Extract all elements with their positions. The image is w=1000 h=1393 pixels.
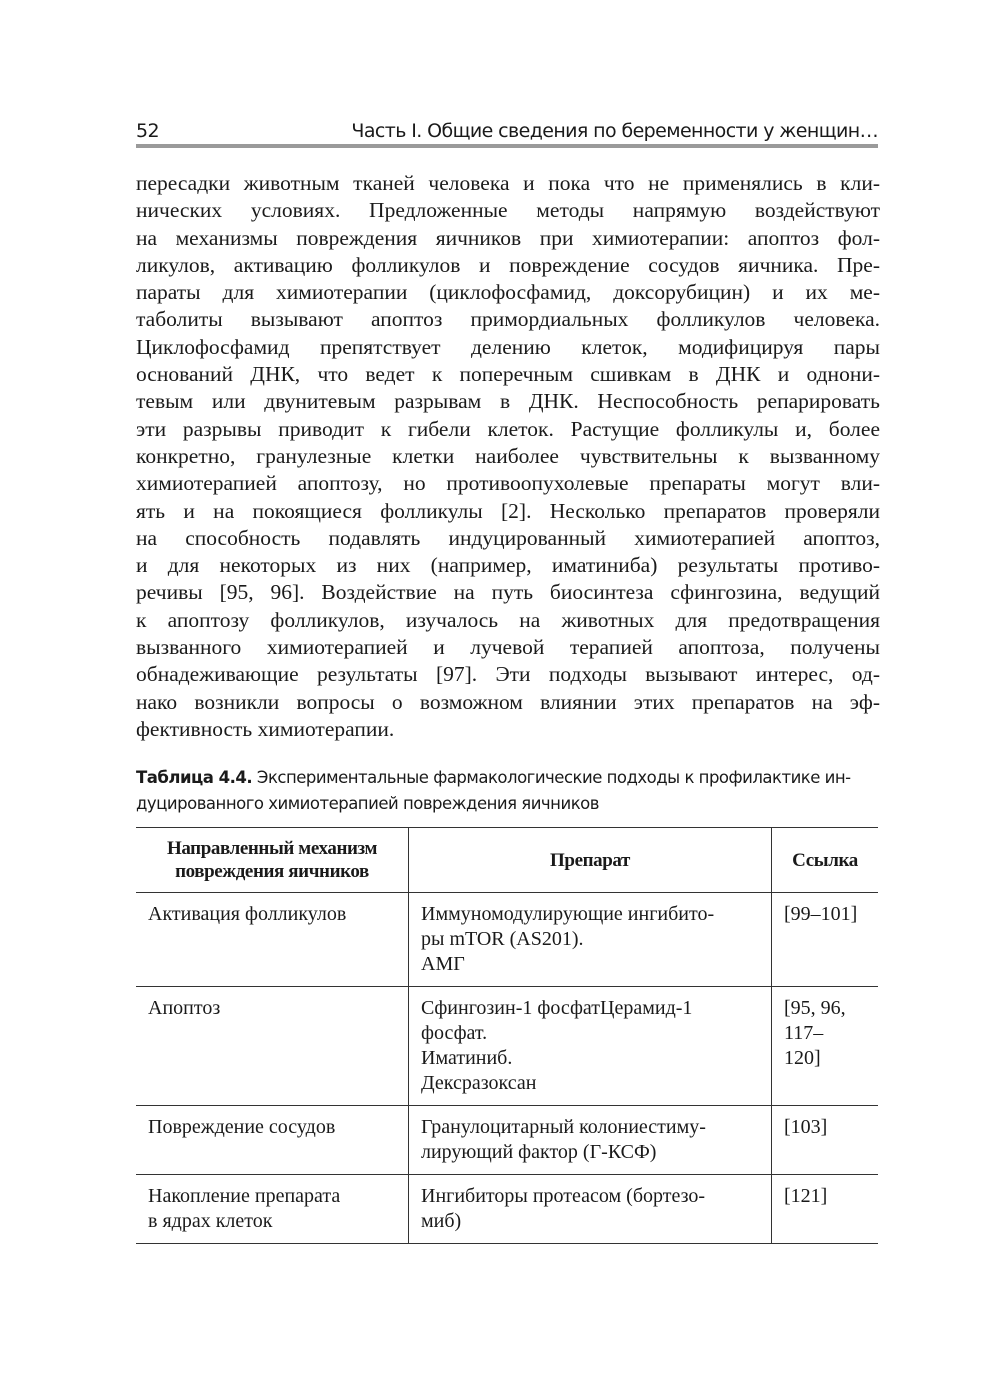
mechanism-cell [136,987,409,1106]
table-caption-line: Экспериментальные фармакологические подходы к профилактике ин- [256,768,851,787]
cell-line: [103] [784,1116,828,1138]
cell-line: [99–101] [784,903,858,925]
body-line: на способность подавлять индуцированный химиотерапией апоптоз, [136,525,880,550]
body-line: химиотерапией апоптозу, но противоопухолевые препараты могут вли- [136,471,880,496]
cell-line: фосфат. [421,1022,488,1044]
cell-line: Дексразоксан [421,1072,537,1094]
cell-line: Ссылка [792,849,858,871]
table-row [136,1175,878,1244]
cell-line: 117– [784,1022,824,1044]
table-caption [136,765,880,817]
body-line: параты для химиотерапии (циклофосфамид, доксорубицин) и их ме- [136,280,880,305]
cell-line: Иммуномодулирующие ингибито- [421,903,715,925]
body-line: к апоптозу фолликулов, изучалось на животных для предотвращения [136,607,880,632]
drug-cell [409,1175,772,1244]
cell-line: АМГ [421,953,465,975]
body-line: тевым или двунитевым разрывам в ДНК. Неспособность репарировать [136,389,880,414]
cell-line: Повреждение сосудов [148,1116,336,1138]
table-header-row [136,828,878,893]
cell-line: Активация фолликулов [148,903,347,925]
body-line: ликулов, активацию фолликулов и повреждение сосудов яичника. Пре- [136,252,880,277]
body-line: Циклофосфамид препятствует делению клеток, модифицируя пары [136,334,880,359]
body-line: ять и на покоящиеся фолликулы [2]. Несколько препаратов проверяли [136,498,880,523]
drug-cell [409,987,772,1106]
body-line: таболиты вызывают апоптоз примордиальных фолликулов человека. [136,307,880,332]
drug-cell [409,893,772,987]
body-line: оснований ДНК, что ведет к поперечным сшивкам в ДНК и однони- [136,362,880,387]
table-row [136,1106,878,1175]
table-row [136,893,878,987]
header-rule [136,144,878,148]
ref-cell [772,1175,879,1244]
cell-line: Накопление препарата [148,1185,341,1207]
cell-line: Иматиниб. [421,1047,513,1069]
cell-line: миб) [421,1210,462,1232]
running-title: Часть I. Общие сведения по беременности у женщин… [351,120,878,142]
table-row [136,987,878,1106]
column-header [772,828,879,893]
body-line: на механизмы повреждения яичников при химиотерапии: апоптоз фол- [136,225,880,250]
body-line: конкретно, гранулезные клетки наиболее чувствительны к вызванному [136,443,880,468]
body-line: нако возникли вопросы о возможном влиянии этих препаратов на эф- [136,689,880,714]
table-caption-line: дуцированного химиотерапией повреждения яичников [136,794,599,813]
cell-line: [121] [784,1185,828,1207]
table-caption-label: Таблица 4.4. [136,768,253,787]
body-line: фективность химиотерапии. [136,716,395,741]
cell-line: Ингибиторы протеасом (бортезо- [421,1185,706,1207]
cell-line: Сфингозин-1 фосфатЦерамид-1 [421,997,693,1019]
column-header [409,828,772,893]
body-text [136,170,880,743]
body-line: нических условиях. Предложенные методы напрямую воздействуют [136,198,880,223]
column-header [136,828,409,893]
cell-line: 120] [784,1047,821,1069]
ref-cell [772,987,879,1106]
ref-cell [772,893,879,987]
body-line: эти разрывы приводит к гибели клеток. Растущие фолликулы и, более [136,416,880,441]
cell-line: лирующий фактор (Г-КСФ) [421,1141,657,1163]
running-header [136,110,878,142]
cell-line: ры mTOR (AS201). [421,928,584,950]
page-number: 52 [136,120,159,142]
mechanism-cell [136,893,409,987]
body-line: обнадеживающие результаты [97]. Эти подходы вызывают интерес, од- [136,662,880,687]
cell-line: в ядрах клеток [148,1210,273,1232]
ref-cell [772,1106,879,1175]
cell-line: Апоптоз [148,997,221,1019]
body-line: и для некоторых из них (например, иматиниба) результаты противо- [136,553,880,578]
mechanism-cell [136,1175,409,1244]
mechanism-cell [136,1106,409,1175]
cell-line: Направленный механизм [166,838,378,859]
body-line: вызванного химиотерапией и лучевой терапией апоптоза, получены [136,635,880,660]
cell-line: Гранулоцитарный колониестиму- [421,1116,706,1138]
cell-line: повреждения яичников [175,861,369,882]
data-table [136,827,878,1244]
cell-line: [95, 96, [784,997,846,1019]
drug-cell [409,1106,772,1175]
body-line: пересадки животным тканей человека и пока что не применялись в кли- [136,171,880,195]
cell-line: Препарат [550,849,630,871]
body-line: речивы [95, 96]. Воздействие на путь биосинтеза сфингозина, ведущий [136,580,880,605]
